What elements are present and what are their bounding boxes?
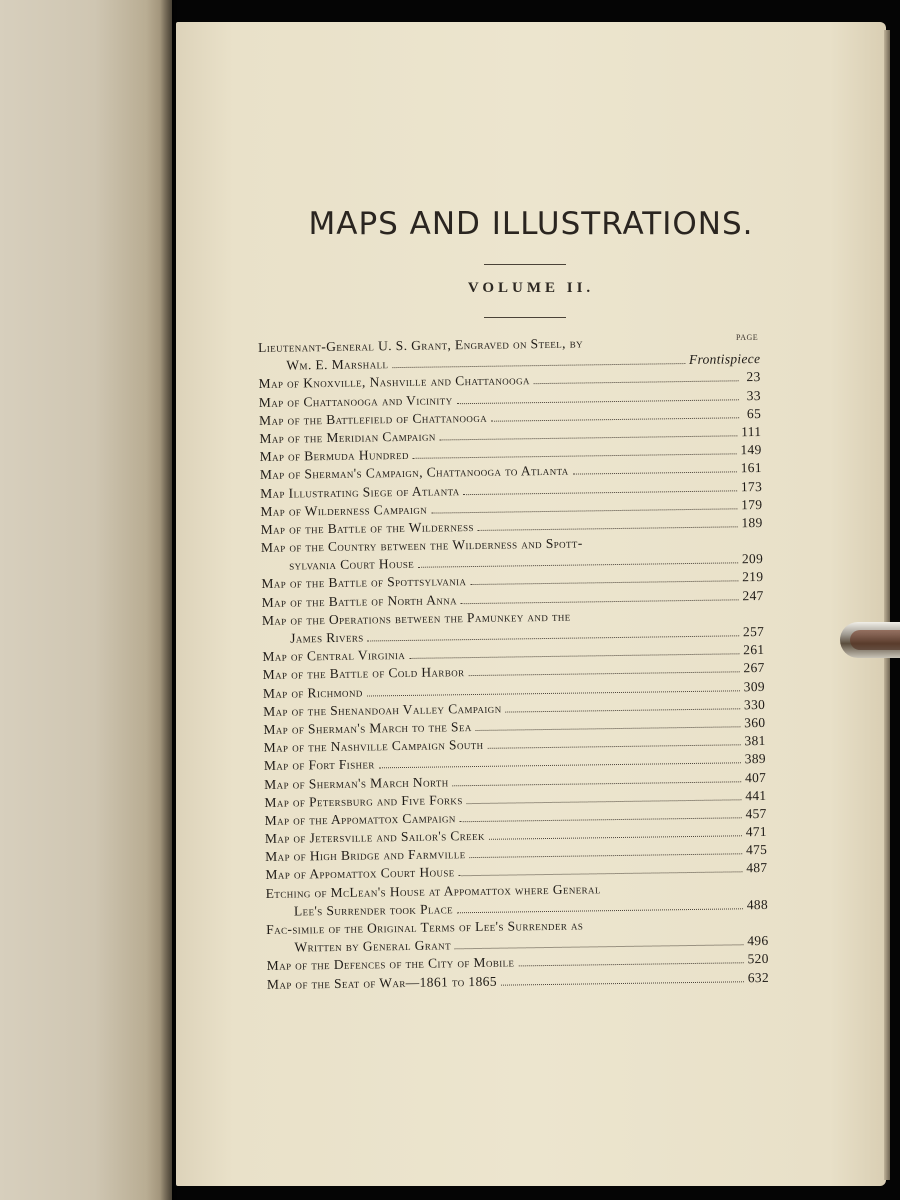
page-number: 475 (745, 842, 768, 858)
entry-title: Lee's Surrender took Place (293, 901, 454, 919)
page-number: 111 (741, 423, 762, 440)
entry-title: Map of Knoxville, Nashville and Chattanooga (258, 372, 530, 392)
page-edge (884, 30, 890, 1180)
page-number: 520 (747, 951, 769, 967)
page-number: 173 (740, 478, 763, 494)
page-number: 261 (743, 642, 765, 658)
dot-leader (506, 708, 740, 712)
dot-leader (379, 763, 741, 769)
dot-leader (476, 726, 741, 731)
entry-title: Map of the Country between the Wilderness and Spott- (260, 535, 583, 556)
left-page (0, 0, 172, 1200)
dot-leader (431, 508, 737, 513)
dot-leader (489, 835, 742, 840)
page-number: Frontispiece (688, 351, 761, 368)
entry-title: Written by General Grant (294, 937, 452, 955)
dot-leader (413, 453, 737, 459)
dot-leader (457, 908, 743, 913)
dot-leader (488, 744, 741, 749)
entry-title: Map of the Seat of War—1861 to 1865 (266, 973, 498, 992)
dot-leader (455, 944, 743, 949)
dot-leader (470, 854, 742, 859)
entry-title: Map of the Meridian Campaign (259, 428, 436, 446)
page-number: 267 (743, 660, 765, 676)
page-number: 389 (744, 751, 767, 767)
volume-rule (484, 317, 566, 318)
entry-title: Wm. E. Marshall (286, 356, 389, 373)
page-column-label: PAGE (736, 333, 759, 342)
page-number: 219 (742, 569, 764, 585)
page-number: 309 (743, 678, 765, 694)
page-number: 179 (741, 496, 763, 512)
dot-leader (467, 799, 742, 804)
bookmark-reflection (850, 630, 900, 650)
entry-title: Etching of McLean's House at Appomattox where General (265, 880, 601, 901)
entry-title: Map of the Shenandoah Valley Campaign (263, 700, 502, 719)
page-number: 471 (745, 824, 768, 840)
dot-leader (464, 490, 737, 495)
dot-leader (368, 635, 739, 641)
dot-leader (453, 781, 741, 786)
illustrations-list (258, 333, 769, 995)
entry-title: Map of the Battle of North Anna (261, 591, 458, 610)
dot-leader (460, 817, 742, 822)
dot-leader (459, 872, 743, 877)
page-number: 330 (743, 696, 766, 712)
dot-leader (501, 981, 744, 985)
page-number: 161 (740, 460, 762, 476)
entry-title: Fac-simile of the Original Terms of Lee's Surrender as (266, 917, 584, 937)
dot-leader (478, 526, 738, 531)
dot-leader (491, 417, 739, 421)
dot-leader (418, 563, 738, 568)
dot-leader (534, 381, 739, 385)
entry-title: Map of Sherman's March North (264, 773, 449, 792)
page-number: 33 (746, 387, 761, 403)
page-number: 189 (741, 514, 763, 531)
entry-title: Map Illustrating Siege of Atlanta (260, 482, 460, 501)
page-number: 487 (746, 860, 768, 876)
page-number: 381 (744, 733, 766, 749)
entry-title: Map of the Appomattox Campaign (264, 810, 456, 828)
dot-leader (573, 472, 737, 475)
dot-leader (469, 672, 740, 677)
page-number: 632 (747, 969, 770, 985)
dot-leader (461, 599, 738, 604)
page-number: 407 (744, 769, 767, 785)
entry-title: Map of Richmond (262, 684, 363, 701)
page-number: 257 (742, 623, 765, 640)
entry-title: Map of Sherman's Campaign, Chattanooga to Atlanta (259, 462, 569, 483)
page-number: 23 (746, 369, 761, 385)
entry-title: Map of Bermuda Hundred (259, 447, 409, 465)
page-number: 149 (740, 442, 762, 458)
entry-title: Map of Chattanooga and Vicinity (258, 391, 453, 410)
page-number: 457 (745, 805, 767, 822)
page-number: 360 (744, 714, 766, 731)
dot-leader (367, 690, 740, 696)
entry-title: Map of Wilderness Campaign (260, 501, 428, 519)
dot-leader (392, 363, 685, 368)
page-number: 441 (745, 787, 767, 803)
entry-title: Map of the Defences of the City of Mobile (266, 954, 515, 974)
page-title: MAPS AND ILLUSTRATIONS. (308, 206, 754, 242)
dot-leader (409, 653, 739, 659)
entry-title: Map of the Nashville Campaign South (263, 737, 484, 756)
entry-title: Map of High Bridge and Farmville (265, 846, 466, 865)
entry-title: Map of Appomattox Court House (265, 864, 455, 883)
entry-title: Map of Sherman's March to the Sea (263, 718, 472, 737)
page-number: 209 (741, 551, 764, 567)
entry-title: Map of the Battlefield of Chattanooga (259, 409, 488, 428)
entry-title: Lieutenant-General U. S. Grant, Engraved on Steel, by (258, 335, 584, 355)
entry-title: Map of Fort Fisher (263, 756, 375, 774)
volume-heading: VOLUME II. (467, 280, 595, 296)
dot-leader (457, 399, 739, 404)
title-rule (484, 264, 566, 265)
entry-title: Map of the Battle of the Wilderness (260, 518, 474, 537)
entry-title: James Rivers (290, 629, 364, 646)
entry-title: Map of the Battle of Spottsylvania (261, 573, 467, 592)
entry-title: Map of Petersburg and Five Forks (264, 791, 463, 810)
page-number: 247 (742, 587, 764, 603)
entry-title: Map of Jetersville and Sailor's Creek (264, 827, 485, 847)
dot-leader (518, 963, 743, 967)
entry-title: Map of Central Virginia (262, 647, 406, 665)
dot-leader (440, 435, 737, 440)
entry-title: sylvania Court House (289, 556, 415, 573)
page-number: 488 (746, 896, 769, 913)
entry-title: Map of the Operations between the Pamunkey and the (261, 608, 571, 628)
entry-title: Map of the Battle of Cold Harbor (262, 664, 465, 683)
page-number: 65 (746, 405, 762, 421)
dot-leader (470, 581, 738, 586)
page-number: 496 (747, 933, 769, 949)
